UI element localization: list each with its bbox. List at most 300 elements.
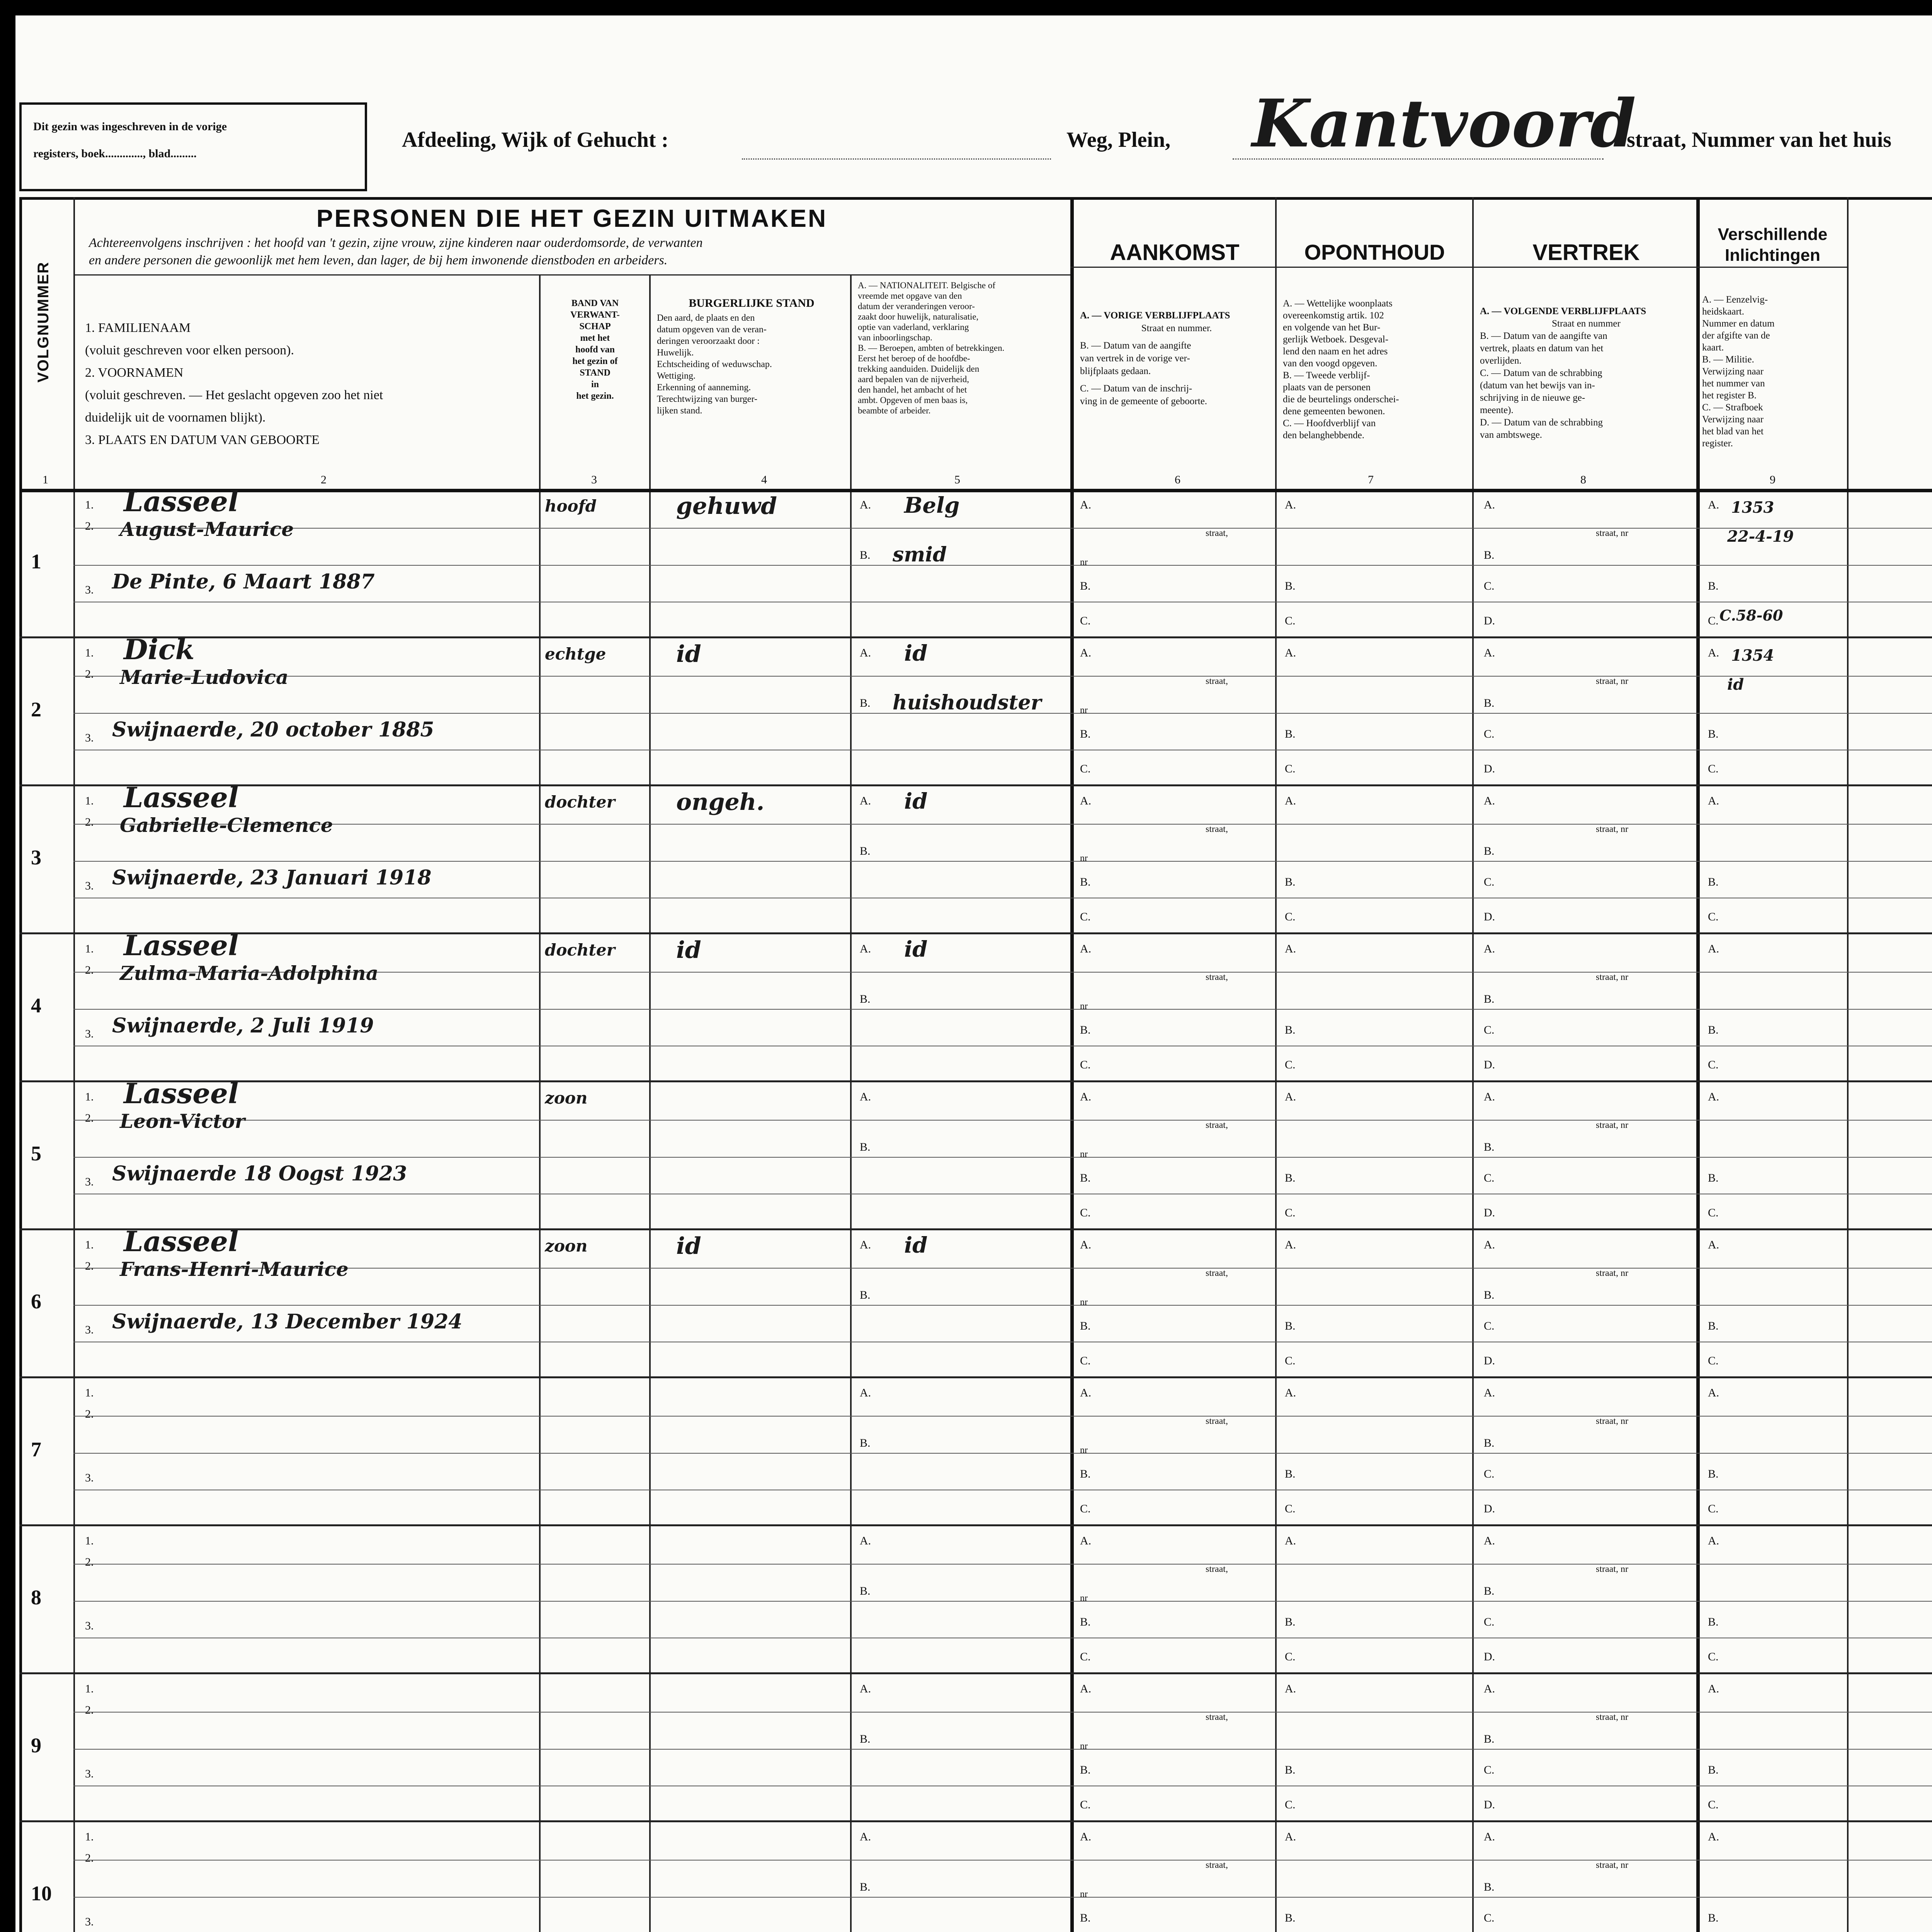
marker-a: A.: [1708, 794, 1719, 807]
marker-b: B.: [1708, 728, 1719, 740]
card-date-entry: id: [1727, 675, 1744, 694]
nationality-entry: id: [904, 937, 928, 962]
person-number: 4: [31, 993, 41, 1017]
row-rule: [73, 1305, 1932, 1306]
line-marker-1: 1.: [85, 942, 94, 955]
marker-straat-nr: straat, nr: [1596, 972, 1628, 982]
marker-b: B.: [1708, 1616, 1719, 1628]
marker-a: A.: [1708, 1830, 1719, 1843]
surname-entry: Dick: [124, 633, 195, 666]
col5-line: A. — NATIONALITEIT. Belgische of: [858, 281, 995, 290]
marker-a: A.: [1484, 1090, 1495, 1103]
marker-c: C.: [1484, 1320, 1495, 1332]
line-marker-3: 3.: [85, 1915, 94, 1928]
marker-c: C.: [1285, 614, 1296, 627]
marker-straat: straat,: [1206, 676, 1228, 686]
marker-b: B.: [1484, 1437, 1495, 1449]
col4-line: lijken stand.: [657, 406, 702, 416]
col3-line: VERWANT-: [570, 310, 620, 320]
marker-b: B.: [1484, 1289, 1495, 1301]
person-separator: [19, 636, 1932, 638]
col7-line: dene gemeenten bewonen.: [1283, 406, 1385, 417]
line-marker-1: 1.: [85, 1534, 94, 1547]
person-separator: [19, 1820, 1932, 1822]
col4-header: [657, 298, 846, 417]
marker-b: B.: [1080, 1172, 1091, 1184]
marker-a: A.: [1708, 646, 1719, 659]
marker-nr: nr: [1080, 557, 1088, 567]
col7-line: C. — Hoofdverblijf van: [1283, 418, 1376, 429]
marker-c: C.: [1484, 1912, 1495, 1924]
marker-a: A.: [1484, 794, 1495, 807]
marker-straat-nr: straat, nr: [1596, 676, 1628, 686]
marker-straat: straat,: [1206, 1564, 1228, 1574]
col4-line: deringen veroorzaakt door :: [657, 336, 760, 346]
marker-b: B.: [1484, 845, 1495, 857]
marker-c: C.: [1080, 910, 1091, 923]
marker-c: C.: [1080, 1058, 1091, 1071]
marker-a: A.: [1484, 1682, 1495, 1695]
birth-entry: Swijnaerde, 2 Juli 1919: [112, 1014, 374, 1037]
marker-straat-nr: straat, nr: [1596, 1416, 1628, 1426]
col7-header: [1283, 298, 1468, 441]
col2-header: [85, 317, 383, 451]
col6-header: [1080, 309, 1273, 408]
marker-a: A.: [1484, 646, 1495, 659]
marker-c: C.: [1285, 1650, 1296, 1663]
verschillende-header: [1698, 224, 1847, 266]
col7-line: en volgende van het Bur-: [1283, 322, 1381, 333]
col9-line: C. — Strafboek: [1702, 402, 1763, 413]
marker-straat: straat,: [1206, 528, 1228, 538]
line-marker-3: 3.: [85, 731, 94, 744]
marker-a: A.: [860, 1386, 871, 1399]
marker-c: C.: [1708, 762, 1719, 775]
relation-entry: hoofd: [545, 497, 597, 515]
marker-c: C.: [1484, 1468, 1495, 1480]
line-marker-3: 3.: [85, 1027, 94, 1040]
row-rule: [73, 528, 1932, 529]
col5-line: van inboorlingschap.: [858, 333, 932, 342]
col-number-8: 8: [1580, 473, 1586, 486]
marker-nr: nr: [1080, 1001, 1088, 1011]
marker-straat: straat,: [1206, 824, 1228, 834]
surname-entry: Lasseel: [124, 1077, 239, 1110]
marker-b: B.: [860, 845, 871, 857]
marker-a: A.: [1285, 1830, 1296, 1843]
card-c-entry: C.58-60: [1719, 607, 1783, 624]
marker-d: D.: [1484, 1058, 1495, 1071]
marker-b: B.: [860, 1289, 871, 1301]
col3-line: het gezin.: [576, 391, 614, 401]
col6-line: B. — Datum van de aangifte: [1080, 340, 1191, 351]
row-rule: [73, 824, 1932, 825]
marker-a: A.: [1708, 942, 1719, 955]
card-date-entry: 22-4-19: [1727, 527, 1794, 546]
col9-line: der afgifte van de: [1702, 330, 1770, 341]
marker-b: B.: [1708, 1172, 1719, 1184]
marker-b: B.: [1285, 876, 1296, 888]
marker-b: B.: [1080, 728, 1091, 740]
line-marker-2: 2.: [85, 1260, 94, 1272]
surname-entry: Lasseel: [124, 1225, 239, 1258]
marker-c: C.: [1080, 762, 1091, 775]
col8-line: overlijden.: [1480, 355, 1522, 366]
person-number: 10: [31, 1881, 52, 1905]
person-number: 8: [31, 1585, 41, 1609]
marker-c: C.: [1484, 728, 1495, 740]
col2-geboorte: 3. PLAATS EN DATUM VAN GEBOORTE: [85, 433, 320, 447]
line-marker-3: 3.: [85, 1619, 94, 1632]
main-title: PERSONEN DIE HET GEZIN UITMAKEN: [316, 204, 828, 232]
marker-nr: nr: [1080, 853, 1088, 863]
col3-line: hoofd van: [575, 345, 615, 355]
col5-line: datum der veranderingen veroor-: [858, 301, 975, 311]
main-table: [19, 197, 1932, 1932]
col5-line: vreemde met opgave van den: [858, 291, 962, 301]
marker-nr: nr: [1080, 1593, 1088, 1603]
col9-line: het blad van het: [1702, 426, 1764, 437]
marker-a: A.: [1285, 1386, 1296, 1399]
marker-a: A.: [1080, 942, 1092, 955]
marker-a: A.: [1708, 1238, 1719, 1251]
marker-straat-nr: straat, nr: [1596, 1712, 1628, 1722]
marker-a: A.: [1080, 1238, 1092, 1251]
col8-line: Straat en nummer: [1552, 318, 1621, 329]
birth-entry: Swijnaerde, 23 Januari 1918: [112, 866, 432, 889]
marker-b: B.: [1285, 1024, 1296, 1036]
col7-line: den belanghebbende.: [1283, 430, 1365, 440]
marker-straat: straat,: [1206, 1120, 1228, 1130]
marker-a: A.: [1484, 942, 1495, 955]
col6-line: C. — Datum van de inschrij-: [1080, 383, 1192, 394]
marker-straat-nr: straat, nr: [1596, 1268, 1628, 1278]
col-number-3: 3: [591, 473, 597, 486]
marker-a: A.: [1484, 1830, 1495, 1843]
row-rule: [73, 1416, 1932, 1417]
marker-c: C.: [1484, 1172, 1495, 1184]
civil-status-entry: id: [676, 1233, 701, 1260]
marker-c: C.: [1285, 1058, 1296, 1071]
marker-a: A.: [1708, 1090, 1719, 1103]
marker-b: B.: [1080, 1024, 1091, 1036]
aankomst-header: AANKOMST: [1110, 240, 1240, 265]
marker-b: B.: [1080, 1912, 1091, 1924]
person-separator: [19, 1672, 1932, 1674]
col9-line: A. — Eenzelvig-: [1702, 294, 1768, 305]
col7-line: gerlijk Wetboek. Desgeval-: [1283, 334, 1389, 345]
birth-entry: Swijnaerde 18 Oogst 1923: [112, 1162, 407, 1185]
given-names-entry: Marie-Ludovica: [120, 666, 289, 689]
col7-line: die de beurtelings onderschei-: [1283, 394, 1399, 405]
marker-c: C.: [1708, 614, 1719, 627]
marker-a: A.: [1080, 498, 1092, 511]
marker-b: B.: [860, 1141, 871, 1153]
marker-straat: straat,: [1206, 1268, 1228, 1278]
col2-voornamen-note-1: (voluit geschreven. — Het geslacht opgeven zoo het niet: [85, 388, 383, 402]
marker-b: B.: [1285, 1764, 1296, 1776]
marker-a: A.: [860, 498, 871, 511]
marker-b: B.: [1285, 1172, 1296, 1184]
row-rule: [73, 1749, 1932, 1750]
col6-line: Straat en nummer.: [1141, 323, 1212, 333]
marker-c: C.: [1285, 762, 1296, 775]
col2-voornamen: 2. VOORNAMEN: [85, 366, 184, 380]
marker-straat: straat,: [1206, 1860, 1228, 1870]
verschillende-line-2: Inlichtingen: [1725, 246, 1820, 265]
marker-b: B.: [1708, 580, 1719, 592]
nationality-entry: Belg: [904, 493, 960, 518]
marker-nr: nr: [1080, 1889, 1088, 1899]
marker-a: A.: [1285, 646, 1296, 659]
profession-entry: huishoudster: [893, 691, 1042, 714]
marker-straat: straat,: [1206, 1712, 1228, 1722]
volgnummer-label: VOLGNUMMER: [35, 261, 52, 383]
col9-line: Verwijzing naar: [1702, 414, 1764, 425]
marker-straat-nr: straat, nr: [1596, 1564, 1628, 1574]
marker-straat: straat,: [1206, 972, 1228, 982]
line-marker-3: 3.: [85, 583, 94, 596]
marker-a: A.: [1484, 1238, 1495, 1251]
line-marker-2: 2.: [85, 1408, 94, 1420]
marker-nr: nr: [1080, 705, 1088, 715]
col-number-4: 4: [761, 473, 767, 486]
person-separator: [19, 784, 1932, 786]
marker-straat-nr: straat, nr: [1596, 824, 1628, 834]
straat-label: straat, Nummer van het huis: [1627, 128, 1891, 152]
col4-line: datum opgeven van de veran-: [657, 325, 767, 335]
person-separator: [19, 932, 1932, 934]
col9-line: register.: [1702, 438, 1733, 449]
marker-a: A.: [1285, 1534, 1296, 1547]
marker-b: B.: [860, 993, 871, 1005]
col9-line: B. — Militie.: [1702, 354, 1754, 365]
marker-a: A.: [1285, 1090, 1296, 1103]
marker-a: A.: [1285, 942, 1296, 955]
col5-line: zaakt door huwelijk, naturalisatie,: [858, 312, 979, 321]
marker-b: B.: [860, 1881, 871, 1893]
marker-d: D.: [1484, 1798, 1495, 1811]
marker-c: C.: [1484, 1764, 1495, 1776]
marker-c: C.: [1708, 1502, 1719, 1515]
col8-line: B. — Datum van de aangifte van: [1480, 331, 1607, 341]
person-number: 2: [31, 697, 41, 721]
nationality-entry: id: [904, 641, 928, 666]
marker-b: B.: [1484, 1585, 1495, 1597]
col-number-5: 5: [954, 473, 960, 486]
marker-b: B.: [1484, 993, 1495, 1005]
birth-entry: Swijnaerde, 20 october 1885: [112, 718, 434, 742]
line-marker-1: 1.: [85, 498, 94, 511]
marker-b: B.: [1708, 1764, 1719, 1776]
col5-line: Eerst het beroep of de hoofdbe-: [858, 354, 970, 363]
birth-entry: De Pinte, 6 Maart 1887: [112, 570, 375, 594]
person-number: 7: [31, 1437, 41, 1461]
marker-a: A.: [1285, 1682, 1296, 1695]
col-number-6: 6: [1175, 473, 1180, 486]
marker-c: C.: [1080, 1206, 1091, 1219]
marker-a: A.: [1285, 794, 1296, 807]
col6-line: van vertrek in de vorige ver-: [1080, 353, 1190, 364]
marker-b: B.: [860, 1585, 871, 1597]
marker-a: A.: [860, 942, 871, 955]
line-marker-3: 3.: [85, 1471, 94, 1484]
marker-a: A.: [1080, 1534, 1092, 1547]
profession-entry: smid: [893, 543, 947, 566]
line-marker-2: 2.: [85, 668, 94, 680]
line-marker-3: 3.: [85, 1175, 94, 1188]
col3-line: het gezin of: [572, 356, 618, 366]
marker-a: A.: [1285, 1238, 1296, 1251]
col4-line: Huwelijk.: [657, 348, 694, 358]
col8-line: schrijving in de nieuwe ge-: [1480, 393, 1585, 403]
marker-b: B.: [1080, 580, 1091, 592]
col8-line: D. — Datum van de schrabbing: [1480, 417, 1603, 428]
marker-c: C.: [1484, 580, 1495, 592]
col2-voornamen-note-2: duidelijk uit de voornamen blijkt).: [85, 410, 266, 425]
marker-b: B.: [1080, 1320, 1091, 1332]
col9-line: het nummer van: [1702, 378, 1765, 389]
person-separator: [19, 1080, 1932, 1082]
col5-header: [858, 280, 1066, 416]
person-separator: [19, 1376, 1932, 1378]
surname-entry: Lasseel: [124, 929, 239, 962]
col9-line: kaart.: [1702, 342, 1724, 353]
marker-d: D.: [1484, 762, 1495, 775]
line-marker-2: 2.: [85, 1704, 94, 1716]
marker-a: A.: [1080, 1090, 1092, 1103]
col6-line: blijfplaats gedaan.: [1080, 366, 1151, 376]
marker-d: D.: [1484, 614, 1495, 627]
marker-straat-nr: straat, nr: [1596, 1860, 1628, 1870]
given-names-entry: Gabrielle-Clemence: [120, 814, 333, 837]
civil-status-entry: ongeh.: [676, 789, 765, 816]
marker-b: B.: [1285, 580, 1296, 592]
col-number-2: 2: [321, 473, 327, 486]
col9-line: Nummer en datum: [1702, 318, 1775, 329]
row-rule: [73, 1268, 1932, 1269]
col2-familienaam: 1. FAMILIENAAM: [85, 321, 191, 335]
given-names-entry: Zulma-Maria-Adolphina: [120, 962, 379, 985]
marker-a: A.: [1080, 1386, 1092, 1399]
intro-line-2: en andere personen die gewoonlijk met hem leven, dan lager, de bij hem inwonende dienstboden en arbeiders.: [89, 253, 668, 267]
marker-b: B.: [860, 697, 871, 709]
col5-line: den handel, het ambacht of het: [858, 385, 967, 395]
marker-a: A.: [1080, 1682, 1092, 1695]
line-marker-1: 1.: [85, 1386, 94, 1399]
marker-b: B.: [1708, 1912, 1719, 1924]
line-marker-2: 2.: [85, 1852, 94, 1864]
col7-line: van den voogd opgeven.: [1283, 358, 1378, 369]
oponthoud-header: OPONTHOUD: [1304, 240, 1445, 264]
relation-entry: echtge: [545, 645, 606, 663]
col4-line: Echtscheiding of weduwschap.: [657, 359, 772, 369]
marker-c: C.: [1285, 1354, 1296, 1367]
civil-status-entry: gehuwd: [676, 493, 777, 520]
row-rule: [73, 1564, 1932, 1565]
line-marker-3: 3.: [85, 1767, 94, 1780]
marker-b: B.: [1708, 1024, 1719, 1036]
row-rule: [73, 1601, 1932, 1602]
col8-line: A. — VOLGENDE VERBLIJFPLAATS: [1480, 306, 1646, 316]
marker-c: C.: [1708, 910, 1719, 923]
relation-entry: zoon: [545, 1236, 588, 1255]
row-rule: [73, 1897, 1932, 1898]
marker-b: B.: [860, 1437, 871, 1449]
surname-entry: Lasseel: [124, 781, 239, 814]
marker-a: A.: [860, 1830, 871, 1843]
register-form: [15, 15, 1932, 1932]
col4-line: Terechtwijzing van burger-: [657, 394, 757, 404]
card-number-entry: 1353: [1731, 498, 1774, 517]
nationality-entry: id: [904, 1233, 928, 1258]
given-names-entry: Frans-Henri-Maurice: [120, 1258, 349, 1281]
marker-a: A.: [1708, 1386, 1719, 1399]
col6-line: ving in de gemeente of geboorte.: [1080, 396, 1208, 406]
marker-c: C.: [1080, 1650, 1091, 1663]
marker-d: D.: [1484, 1354, 1495, 1367]
marker-nr: nr: [1080, 1741, 1088, 1751]
col5-line: optie van vaderland, verklaring: [858, 322, 969, 332]
col9-line: Verwijzing naar: [1702, 366, 1764, 377]
col8-line: (datum van het bewijs van in-: [1480, 380, 1595, 391]
col7-line: plaats van de personen: [1283, 382, 1371, 393]
row-rule: [73, 1712, 1932, 1713]
col3-header: [541, 298, 649, 402]
col9-line: heidskaart.: [1702, 306, 1744, 317]
marker-nr: nr: [1080, 1445, 1088, 1455]
col4-line: Wettiging.: [657, 371, 696, 381]
verschillende-line-1: Verschillende: [1718, 225, 1828, 244]
person-number: 3: [31, 845, 41, 869]
marker-b: B.: [1484, 1881, 1495, 1893]
marker-b: B.: [1080, 876, 1091, 888]
col9-header: [1702, 294, 1845, 449]
marker-a: A.: [1708, 1682, 1719, 1695]
col-number-7: 7: [1368, 473, 1374, 486]
col3-line: in: [591, 379, 599, 389]
line-marker-1: 1.: [85, 1682, 94, 1695]
civil-status-entry: id: [676, 641, 701, 668]
marker-c: C.: [1484, 1024, 1495, 1036]
marker-nr: nr: [1080, 1297, 1088, 1307]
previous-register-line-1: Dit gezin was ingeschreven in de vorige: [33, 120, 227, 133]
marker-b: B.: [1285, 1912, 1296, 1924]
marker-c: C.: [1080, 1354, 1091, 1367]
marker-b: B.: [860, 1733, 871, 1745]
person-number: 1: [31, 549, 41, 573]
marker-b: B.: [1285, 1320, 1296, 1332]
marker-c: C.: [1285, 910, 1296, 923]
col5-line: B. — Beroepen, ambten of betrekkingen.: [858, 343, 1005, 353]
marker-b: B.: [1285, 1468, 1296, 1480]
marker-c: C.: [1080, 1502, 1091, 1515]
marker-a: A.: [1484, 1386, 1495, 1399]
marker-c: C.: [1285, 1502, 1296, 1515]
marker-a: A.: [860, 794, 871, 807]
given-names-entry: Leon-Victor: [120, 1110, 245, 1133]
col4-line: Den aard, de plaats en den: [657, 313, 755, 323]
marker-a: A.: [860, 1238, 871, 1251]
marker-a: A.: [1708, 1534, 1719, 1547]
col3-line: STAND: [580, 368, 611, 378]
marker-a: A.: [1080, 646, 1092, 659]
col4-title: BURGERLIJKE STAND: [689, 297, 815, 310]
given-names-entry: August-Maurice: [120, 518, 294, 541]
card-number-entry: 1354: [1731, 646, 1774, 665]
col6-line: A. — VORIGE VERBLIJFPLAATS: [1080, 310, 1230, 321]
marker-b: B.: [1708, 1468, 1719, 1480]
